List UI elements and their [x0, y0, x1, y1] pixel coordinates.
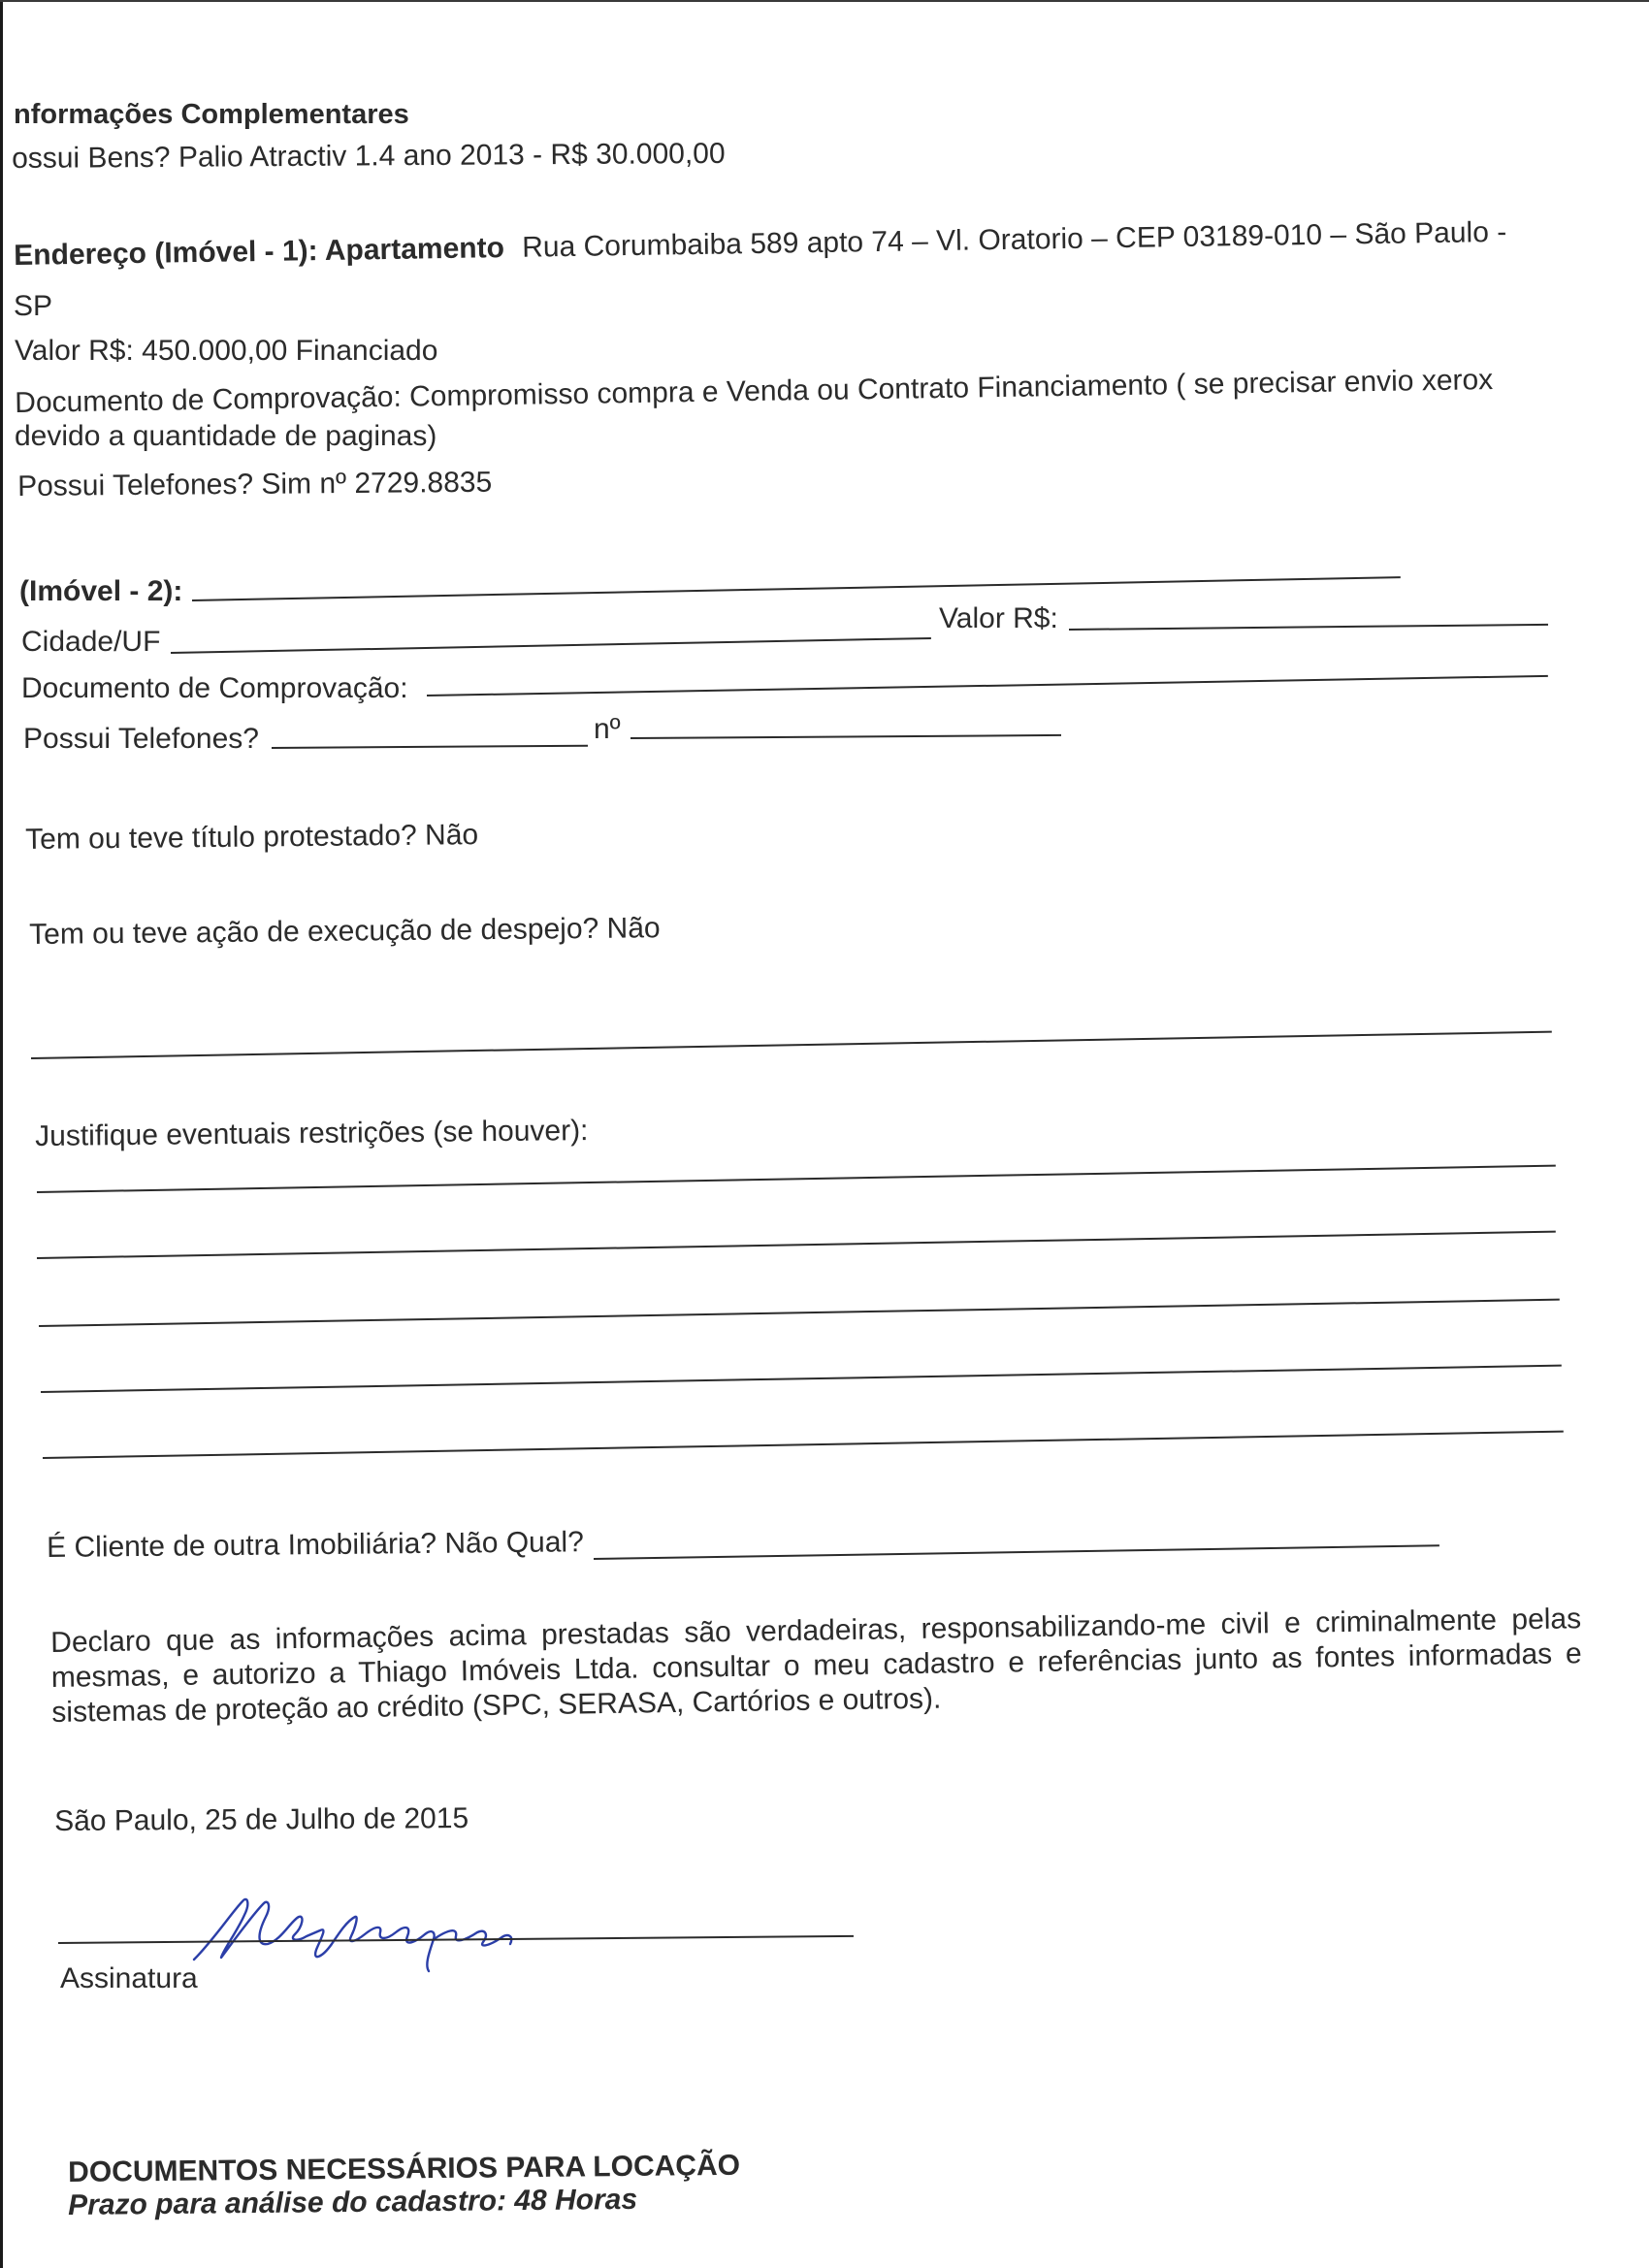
outra-imobiliaria-field[interactable]	[594, 1544, 1439, 1560]
imovel2-field[interactable]	[192, 576, 1401, 601]
imovel1-valor: Valor R$: 450.000,00 Financiado	[15, 335, 438, 367]
justifique-label: Justifique eventuais restrições (se houver):	[35, 1115, 589, 1152]
imovel1-documento: Documento de Comprovação: Compromisso compra e Venda ou Contrato Financiamento ( se precisar envio xerox	[15, 364, 1494, 419]
imovel1-address-uf: SP	[14, 290, 53, 322]
imovel2-documento-field[interactable]	[427, 675, 1548, 697]
imovel2-cidade-label: Cidade/UF	[21, 626, 161, 658]
despejo-line[interactable]	[31, 1031, 1552, 1059]
justifique-line-5[interactable]	[43, 1431, 1564, 1459]
signature	[175, 1882, 621, 1979]
imovel1-address	[14, 215, 1506, 274]
imovel1-telefones: Possui Telefones? Sim nº 2729.8835	[17, 466, 493, 502]
imovel2-cidade-field[interactable]	[171, 637, 931, 654]
assinatura-label: Assinatura	[60, 1962, 198, 1994]
scan-edge-left	[0, 0, 3, 2268]
acao-despejo: Tem ou teve ação de execução de despejo? Não	[29, 912, 661, 951]
data-local: São Paulo, 25 de Julho de 2015	[54, 1802, 469, 1837]
imovel2-numero-field[interactable]	[630, 734, 1061, 739]
section-title: nformações Complementares	[14, 99, 409, 130]
imovel1-address-text: Rua Corumbaiba 589 apto 74 – Vl. Oratorio – CEP 03189-010 – São Paulo -	[521, 215, 1507, 264]
justifique-line-1[interactable]	[37, 1165, 1556, 1193]
imovel2-label: (Imóvel - 2):	[19, 575, 183, 607]
prazo-analise: Prazo para análise do cadastro: 48 Horas	[68, 2183, 638, 2221]
imovel2-telefones-label: Possui Telefones?	[23, 723, 259, 755]
justifique-line-3[interactable]	[39, 1299, 1560, 1327]
scan-edge-top	[0, 0, 1649, 2]
imovel2-valor-label: Valor R$:	[939, 602, 1058, 634]
titulo-protestado: Tem ou teve título protestado? Não	[25, 819, 479, 856]
imovel2-numero-label: nº	[594, 713, 621, 745]
imovel2-telefones-field[interactable]	[272, 745, 588, 749]
documentos-title: DOCUMENTOS NECESSÁRIOS PARA LOCAÇÃO	[68, 2149, 741, 2188]
outra-imobiliaria: É Cliente de outra Imobiliária? Não Qual?	[47, 1526, 584, 1564]
justifique-line-2[interactable]	[37, 1231, 1556, 1259]
justifique-line-4[interactable]	[41, 1365, 1562, 1393]
imovel2-valor-field[interactable]	[1069, 624, 1548, 631]
imovel2-documento-label: Documento de Comprovação:	[21, 672, 408, 704]
bens-line: ossui Bens? Palio Atractiv 1.4 ano 2013 - R$ 30.000,00	[12, 137, 726, 175]
declaracao: Declaro que as informações acima prestadas são verdadeiras, responsabilizando-me civil e criminalmente pelas mesmas, e autorizo a Thiago Imóveis Ltda. consultar o meu cadastro e referências junto as fontes informadas e sistemas de proteção ao crédito (SPC, SERASA, Cartórios e outros).	[50, 1603, 1582, 1729]
imovel1-documento-cont: devido a quantidade de paginas)	[15, 420, 437, 452]
imovel1-label: Endereço (Imóvel - 1): Apartamento	[14, 232, 505, 272]
